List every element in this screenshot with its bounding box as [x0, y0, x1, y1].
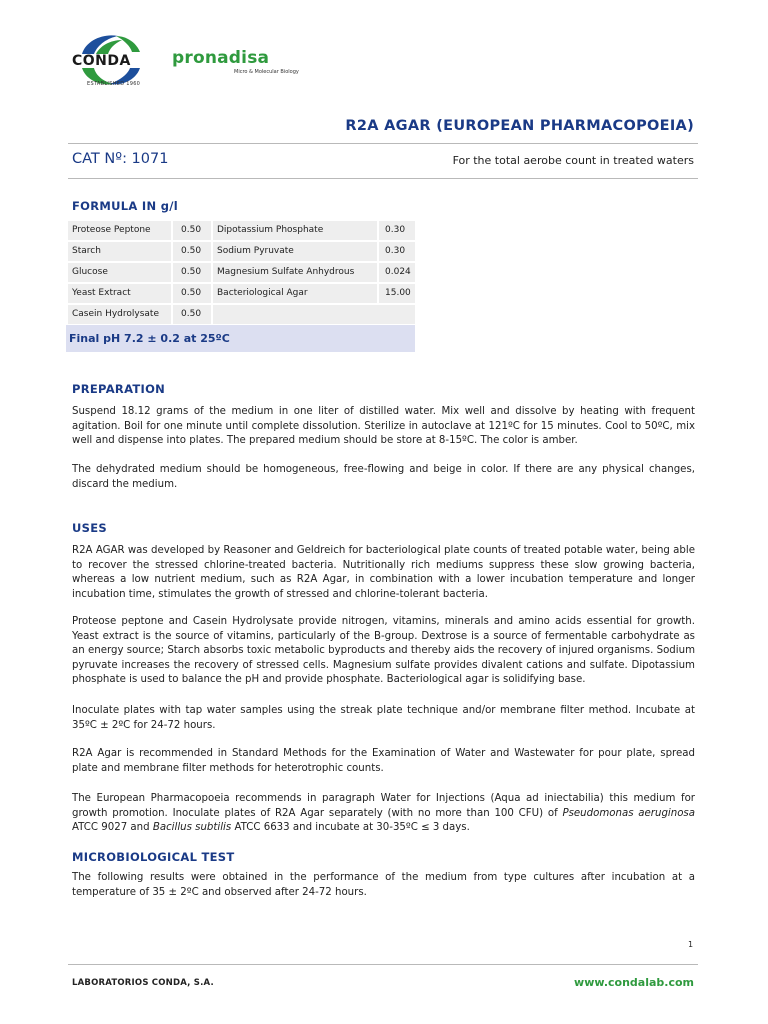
ingredient-value: 0.024	[379, 263, 415, 282]
empty-cell	[213, 305, 415, 324]
conda-established: ESTABLISHED 1960	[87, 81, 141, 87]
formula-heading: FORMULA IN g/l	[72, 199, 178, 213]
ingredient-value: 0.50	[173, 305, 211, 324]
ingredient-name: Dipotassium Phosphate	[213, 221, 377, 240]
uses-paragraph: R2A Agar is recommended in Standard Methods for the Examination of Water and Wastewater for pour plate, spread plate and membrane filter methods for heterotrophic counts.	[72, 748, 695, 774]
organism-name: Bacillus subtilis	[152, 822, 232, 834]
page-number: 1	[688, 940, 694, 949]
ingredient-value: 0.50	[173, 242, 211, 261]
conda-logo	[70, 34, 152, 92]
uses-heading: USES	[72, 521, 107, 535]
micro-test-heading: MICROBIOLOGICAL TEST	[72, 850, 235, 864]
formula-table	[68, 221, 415, 326]
uses-paragraph-pharmacopoeia	[72, 792, 695, 836]
pronadisa-logo	[172, 48, 299, 75]
ingredient-value: 0.50	[173, 284, 211, 303]
ingredient-value: 0.50	[173, 221, 211, 240]
final-ph: Final pH 7.2 ± 0.2 at 25ºC	[66, 325, 415, 352]
ingredient-name: Bacteriological Agar	[213, 284, 377, 303]
preparation-heading: PREPARATION	[72, 382, 166, 396]
formula-row	[68, 284, 415, 303]
preparation-paragraph: Suspend 18.12 grams of the medium in one liter of distilled water. Mix well and dissolve by heating with frequent agitation. Boil for one minute until complete dissolution. Sterilize in autoclave at 121ºC for 15 minutes. Cool to 50ºC, mix well and dispense into plates. The prepared medium should be store at 8-15ºC. The color is amber.	[72, 406, 695, 447]
formula-row	[68, 305, 415, 324]
conda-wordmark: CONDA	[72, 53, 131, 69]
ingredient-value: 0.30	[379, 242, 415, 261]
uses-paragraph: Proteose peptone and Casein Hydrolysate provide nitrogen, vitamins, minerals and amino acids essential for growth. Yeast extract is the source of vitamins, particularly of the B-group. Dextrose is a source of fermentable carbohydrate as an energy source; Starch absorbs toxic metabolic byproducts and thereby aids the recovery of injured organisms. Sodium pyruvate increases the recovery of stressed cells. Magnesium sulfate provides divalent cations and sulfate. Dipotassium phosphate is used to balance the pH and provide phosphate. Bacteriological agar is solidifying base.	[72, 616, 695, 686]
ingredient-name: Yeast Extract	[68, 284, 171, 303]
cat-divider	[68, 178, 698, 179]
ingredient-name: Starch	[68, 242, 171, 261]
organism-name: Pseudomonas aeruginosa	[562, 807, 695, 819]
ingredient-name: Sodium Pyruvate	[213, 242, 377, 261]
product-title: R2A AGAR (EUROPEAN PHARMACOPOEIA)	[345, 118, 694, 134]
catalog-number: CAT Nº: 1071	[72, 151, 169, 167]
pronadisa-subtitle: Micro & Molecular Biology	[234, 69, 299, 75]
ingredient-value: 15.00	[379, 284, 415, 303]
ingredient-name: Proteose Peptone	[68, 221, 171, 240]
formula-row	[68, 242, 415, 261]
ingredient-name: Glucose	[68, 263, 171, 282]
pronadisa-wordmark: pronadisa	[172, 48, 270, 68]
ingredient-name: Casein Hydrolysate	[68, 305, 171, 324]
uses-paragraph: Inoculate plates with tap water samples using the streak plate technique and/or membrane filter method. Incubate at 35ºC ± 2ºC for 24-72 hours.	[72, 705, 695, 731]
text-span: The European Pharmacopoeia recommends in paragraph Water for Injections (Aqua ad iniectabilia) this medium for growth promotion. Inoculate plates of R2A Agar separately (with no more than 100 CFU) of	[72, 793, 695, 819]
micro-test-paragraph: The following results were obtained in the performance of the medium from type cultures after incubation at a temperature of 35 ± 2ºC and observed after 24-72 hours.	[72, 872, 695, 898]
ingredient-value: 0.50	[173, 263, 211, 282]
text-span: ATCC 6633 and incubate at 30-35ºC ≤ 3 days.	[231, 822, 470, 834]
preparation-paragraph: The dehydrated medium should be homogeneous, free-flowing and beige in color. If there are any physical changes, discard the medium.	[72, 464, 695, 490]
text-span: ATCC 9027 and	[72, 822, 153, 834]
formula-row	[68, 263, 415, 282]
ingredient-name: Magnesium Sulfate Anhydrous	[213, 263, 377, 282]
uses-paragraph: R2A AGAR was developed by Reasoner and Geldreich for bacteriological plate counts of treated potable water, being able to recover the stressed chlorine-treated bacteria. Nutritionally rich mediums suppress these slow growing bacteria, whereas a low nutrient medium, such as R2A Agar, in combination with a lower incubation temperature and longer incubation time, stimulates the growth of stressed and chlorine-tolerant bacteria.	[72, 545, 695, 600]
formula-row	[68, 221, 415, 240]
product-intro: For the total aerobe count in treated waters	[452, 154, 694, 167]
footer-company: LABORATORIOS CONDA, S.A.	[72, 978, 214, 988]
title-divider	[68, 143, 698, 144]
footer-divider	[68, 964, 698, 965]
ingredient-value: 0.30	[379, 221, 415, 240]
footer-website-link[interactable]: www.condalab.com	[574, 976, 694, 989]
